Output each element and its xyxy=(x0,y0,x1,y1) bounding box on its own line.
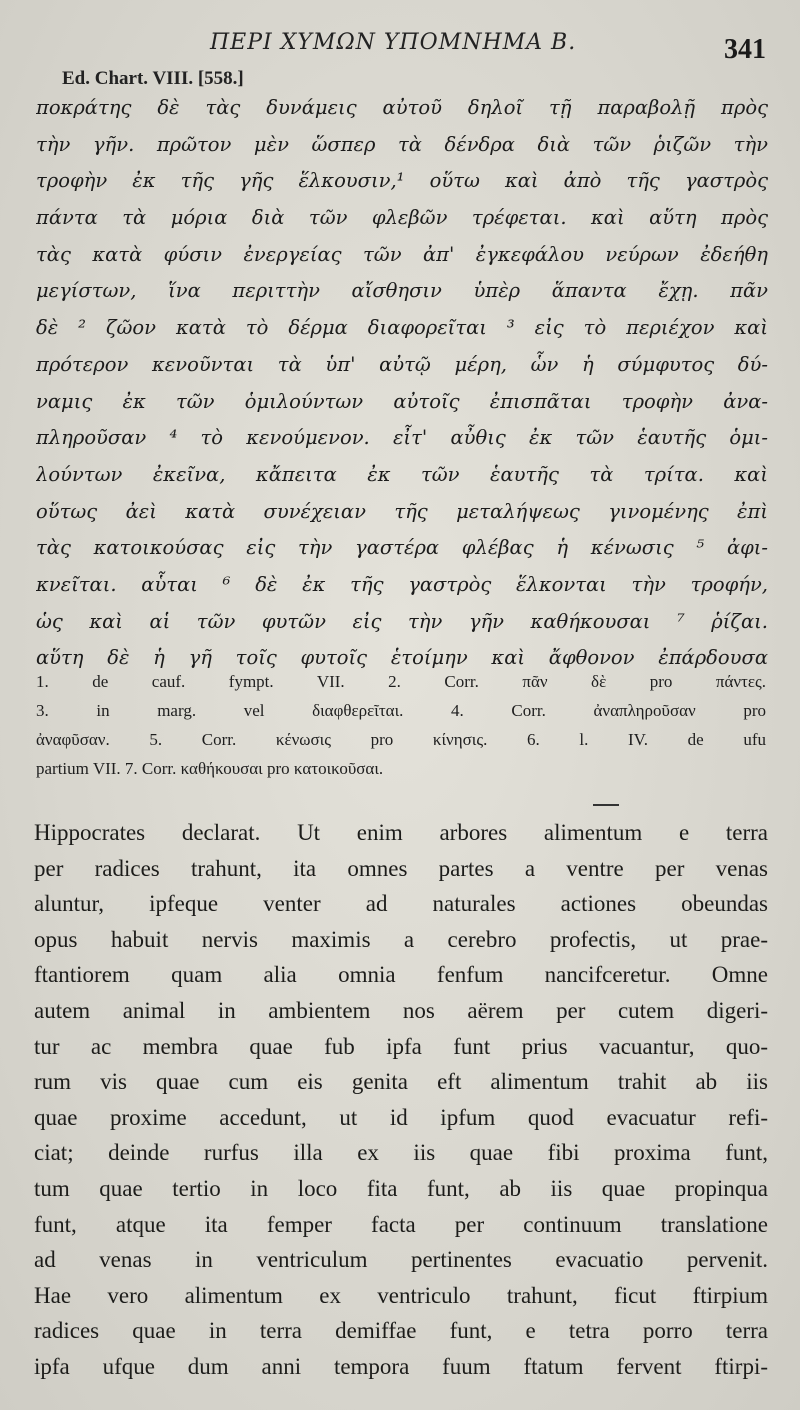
running-title: ΠΕΡΙ ΧΥΜΩΝ ΥΠΟΜΝΗΜΑ Β. xyxy=(210,30,577,55)
greek-line: τὰς κατοικούσας εἰς τὴν γαστέρα φλέβας ἡ κένωσις ⁵ ἀφι- xyxy=(36,536,768,560)
latin-line: tum quae tertio in loco fita funt, ab iis quae propinqua xyxy=(34,1175,768,1201)
section-divider xyxy=(593,804,619,806)
latin-line: quae proxime accedunt, ut id ipfum quod evacuatur refi- xyxy=(34,1104,768,1130)
edition-reference: Ed. Chart. VIII. [558.] xyxy=(62,68,244,89)
latin-line: tur ac membra quae fub ipfa funt prius vacuantur, quo- xyxy=(34,1033,768,1059)
latin-line: rum vis quae cum eis genita eft alimentum trahit ab iis xyxy=(34,1069,768,1095)
greek-text-block xyxy=(36,90,768,677)
latin-line: opus habuit nervis maximis a cerebro profectis, ut prae- xyxy=(34,926,768,952)
latin-line: ftantiorem quam alia omnia fenfum nancifceretur. Omne xyxy=(34,962,768,988)
latin-line: Hae vero alimentum ex ventriculo trahunt, ficut ftirpium xyxy=(34,1282,768,1308)
greek-line: μεγίστων, ἵνα περιττὴν αἴσθησιν ὑπὲρ ἅπαντα ἔχῃ. πᾶν xyxy=(36,279,768,303)
greek-line: πρότερον κενοῦνται τὰ ὑπ' αὐτῷ μέρη, ὧν ἡ σύμφυτος δύ- xyxy=(36,352,768,376)
latin-line: Hippocrates declarat. Ut enim arbores alimentum e terra xyxy=(34,820,768,845)
latin-line: ciat; deinde rurfus illa ex iis quae fibi proxima funt, xyxy=(34,1140,768,1166)
greek-line: οὕτως ἀεὶ κατὰ συνέχειαν τῆς μεταλήψεως γινομένης ἐπὶ xyxy=(36,499,768,523)
greek-line: τὰς κατὰ φύσιν ἐνεργείας τῶν ἀπ' ἐγκεφάλου νεύρων ἐδεήθη xyxy=(36,242,768,266)
latin-line: ipfa ufque dum anni tempora fuum ftatum fervent ftirpi- xyxy=(34,1353,768,1379)
footnote-line: ἀναφῦσαν. 5. Corr. κένωσις pro κίνησις. 6. l. IV. de ufu xyxy=(36,730,766,749)
greek-line: τροφὴν ἐκ τῆς γῆς ἕλκουσιν,¹ οὕτω καὶ ἀπὸ τῆς γαστρὸς xyxy=(36,169,768,193)
footnote-line: 1. de cauf. fympt. VII. 2. Corr. πᾶν δὲ pro πάντες. xyxy=(36,672,766,691)
greek-line: ποκράτης δὲ τὰς δυνάμεις αὐτοῦ δηλοῖ τῇ παραβολῇ πρὸς xyxy=(36,96,768,119)
page-number: 341 xyxy=(724,34,766,65)
running-head xyxy=(0,26,800,66)
greek-line: ναμις ἐκ τῶν ὁμιλούντων αὐτοῖς ἐπισπᾶται τροφὴν ἀνα- xyxy=(36,389,768,413)
greek-line: αὕτη δὲ ἡ γῆ τοῖς φυτοῖς ἑτοίμην καὶ ἄφθονον ἐπάρδουσα xyxy=(36,646,768,670)
greek-line: πληροῦσαν ⁴ τὸ κενούμενον. εἶτ' αὖθις ἐκ τῶν ἑαυτῆς ὁμι- xyxy=(36,426,768,450)
greek-line: δὲ ² ζῶον κατὰ τὸ δέρμα διαφορεῖται ³ εἰς τὸ περιέχον καὶ xyxy=(36,316,768,340)
footnote-line: partium VII. 7. Corr. καθήκουσαι pro κατοικοῦσαι. xyxy=(36,759,384,778)
greek-line: τὴν γῆν. πρῶτον μὲν ὥσπερ τὰ δένδρα διὰ τῶν ῥιζῶν τὴν xyxy=(36,132,768,156)
greek-line: λούντων ἐκεῖνα, κἄπειτα ἐκ τῶν ἑαυτῆς τὰ τρίτα. καὶ xyxy=(36,462,768,486)
latin-line: ad venas in ventriculum pertinentes evacuatio pervenit. xyxy=(34,1247,768,1273)
latin-line: per radices trahunt, ita omnes partes a ventre per venas xyxy=(34,855,768,881)
greek-line: πάντα τὰ μόρια διὰ τῶν φλεβῶν τρέφεται. καὶ αὕτη πρὸς xyxy=(36,206,768,230)
latin-line: funt, atque ita femper facta per continuum translatione xyxy=(34,1211,768,1237)
footnote-line: 3. in marg. vel διαφθερεῖται. 4. Corr. ἀναπληροῦσαν pro xyxy=(36,701,766,720)
latin-text-block xyxy=(34,815,768,1385)
latin-line: aluntur, ipfeque venter ad naturales actiones obeundas xyxy=(34,891,768,917)
greek-line: κνεῖται. αὗται ⁶ δὲ ἐκ τῆς γαστρὸς ἕλκονται τὴν τροφήν, xyxy=(36,572,768,596)
latin-line: radices quae in terra demiffae funt, e tetra porro terra xyxy=(34,1318,768,1344)
greek-line: ὡς καὶ αἱ τῶν φυτῶν εἰς τὴν γῆν καθήκουσαι ⁷ ῥίζαι. xyxy=(36,609,768,633)
latin-line: autem animal in ambientem nos aërem per cutem digeri- xyxy=(34,997,768,1023)
footnotes xyxy=(36,667,766,783)
